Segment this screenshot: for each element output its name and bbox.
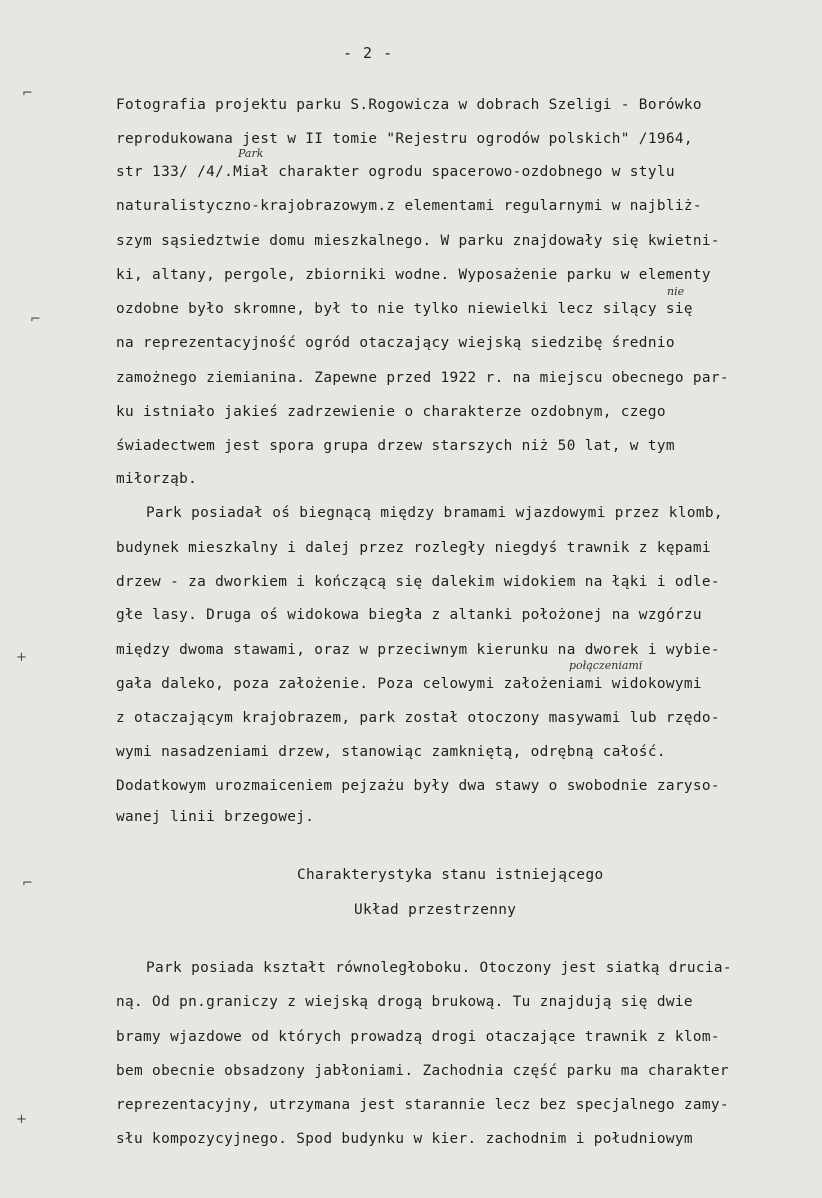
text-line: Park posiadał oś biegnącą między bramami wjazdowymi przez klomb, — [146, 505, 723, 521]
text-line: ki, altany, pergole, zbiorniki wodne. Wyposażenie parku w elementy — [116, 267, 711, 283]
text-line: gała daleko, poza założenie. Poza celowymi założeniami widokowymi — [116, 676, 702, 692]
text-line: zamożnego ziemianina. Zapewne przed 1922 r. na miejscu obecnego par- — [116, 370, 729, 386]
text-line: wymi nasadzeniami drzew, stanowiąc zamkniętą, odrębną całość. — [116, 744, 666, 760]
text-line: str 133/ /4/.Miał charakter ogrodu spacerowo-ozdobnego w stylu — [116, 164, 675, 180]
margin-mark: ⌐ — [30, 312, 41, 327]
margin-mark: + — [16, 1112, 27, 1127]
section-heading: Charakterystyka stanu istniejącego — [297, 867, 604, 883]
text-line: ku istniało jakieś zadrzewienie o charakterze ozdobnym, czego — [116, 404, 666, 420]
text-line: słu kompozycyjnego. Spod budynku w kier. zachodnim i południowym — [116, 1131, 693, 1147]
text-line: wanej linii brzegowej. — [116, 809, 315, 825]
text-line: Fotografia projektu parku S.Rogowicza w dobrach Szeligi - Borówko — [116, 97, 702, 113]
text-line: Park posiada kształt równoległoboku. Otoczony jest siatką drucia- — [146, 960, 732, 976]
handwritten-correction: nie — [667, 285, 685, 298]
text-line: Dodatkowym urozmaiceniem pejzażu były dwa stawy o swobodnie zaryso- — [116, 778, 720, 794]
text-line: szym sąsiedztwie domu mieszkalnego. W parku znajdowały się kwietni- — [116, 233, 720, 249]
text-line: miłorząb. — [116, 471, 198, 487]
subsection-heading: Układ przestrzenny — [354, 902, 517, 918]
text-line: z otaczającym krajobrazem, park został otoczony masywami lub rzędo- — [116, 710, 720, 726]
page-number: - 2 - — [343, 44, 394, 62]
handwritten-correction: Park — [238, 147, 264, 160]
text-line: bem obecnie obsadzony jabłoniami. Zachodnia część parku ma charakter — [116, 1063, 729, 1079]
text-line: między dwoma stawami, oraz w przeciwnym kierunku na dworek i wybie- — [116, 642, 720, 658]
margin-mark: ⌐ — [22, 876, 33, 891]
text-line: reprezentacyjny, utrzymana jest starannie lecz bez specjalnego zamy- — [116, 1097, 729, 1113]
text-line: na reprezentacyjność ogród otaczający wiejską siedzibę średnio — [116, 335, 675, 351]
text-line: reprodukowana jest w II tomie "Rejestru ogrodów polskich" /1964, — [116, 131, 693, 147]
handwritten-correction: połączeniami — [569, 659, 643, 672]
text-line: bramy wjazdowe od których prowadzą drogi otaczające trawnik z klom- — [116, 1029, 720, 1045]
text-line: ozdobne było skromne, był to nie tylko niewielki lecz silący się — [116, 301, 693, 317]
text-line: budynek mieszkalny i dalej przez rozległy niegdyś trawnik z kępami — [116, 540, 711, 556]
text-line: głe lasy. Druga oś widokowa biegła z altanki położonej na wzgórzu — [116, 607, 702, 623]
text-line: drzew - za dworkiem i kończącą się dalekim widokiem na łąki i odle- — [116, 574, 720, 590]
text-line: świadectwem jest spora grupa drzew starszych niż 50 lat, w tym — [116, 438, 675, 454]
text-line: ną. Od pn.graniczy z wiejską drogą brukową. Tu znajdują się dwie — [116, 994, 693, 1010]
text-line: naturalistyczno-krajobrazowym.z elementami regularnymi w najbliż- — [116, 198, 702, 214]
margin-mark: ⌐ — [22, 86, 33, 101]
margin-mark: + — [16, 650, 27, 665]
